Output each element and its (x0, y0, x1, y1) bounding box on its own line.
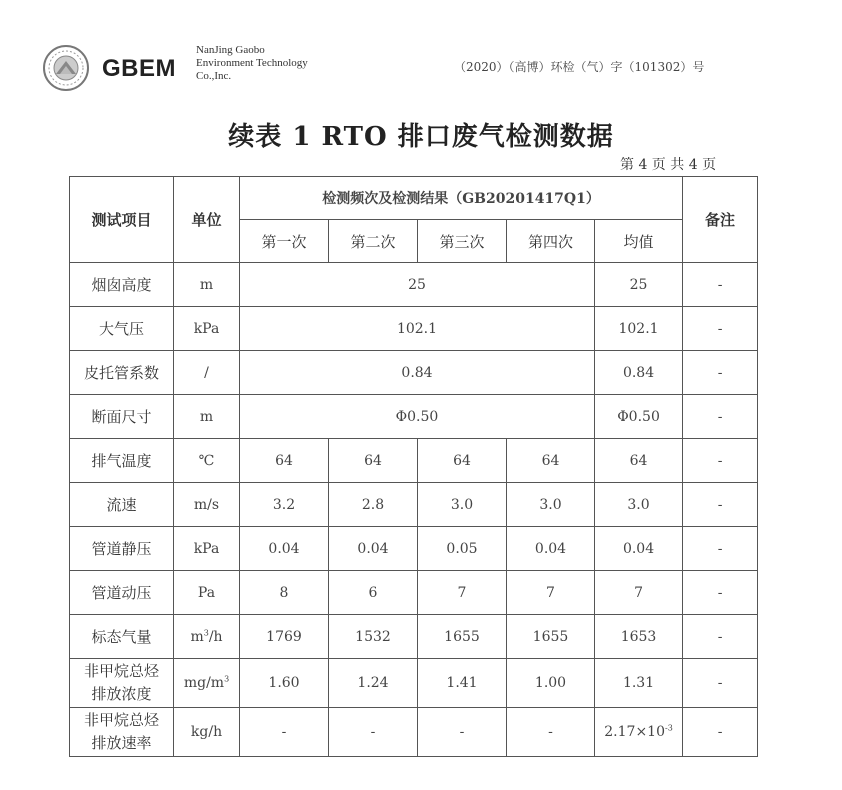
row-label: 排气温度 (70, 439, 174, 483)
merged-value-cell: Φ0.50 (240, 395, 595, 439)
row-label: 非甲烷总烃 排放速率 (70, 708, 174, 757)
table-header-row (70, 177, 758, 220)
value-cell: - (240, 708, 329, 757)
data-table (69, 176, 758, 757)
row-label: 标态气量 (70, 615, 174, 659)
row-label: 管道静压 (70, 527, 174, 571)
average-cell: 0.04 (595, 527, 683, 571)
value-cell: 1532 (329, 615, 418, 659)
table-row (70, 263, 758, 307)
average-cell: 102.1 (595, 307, 683, 351)
remark-cell: - (683, 659, 758, 708)
row-label: 流速 (70, 483, 174, 527)
value-cell: - (507, 708, 595, 757)
gbem-seal-logo-icon (42, 44, 90, 92)
row-label: 断面尺寸 (70, 395, 174, 439)
value-cell: 1.24 (329, 659, 418, 708)
merged-value-cell: 102.1 (240, 307, 595, 351)
col-header-run-2: 第二次 (329, 220, 418, 263)
value-cell: 0.04 (329, 527, 418, 571)
average-cell: 64 (595, 439, 683, 483)
average-cell: 1.31 (595, 659, 683, 708)
table-row (70, 527, 758, 571)
page-title: 续表 1 RTO 排口废气检测数据 (228, 122, 614, 152)
average-cell: 3.0 (595, 483, 683, 527)
remark-cell: - (683, 351, 758, 395)
value-cell: 1.00 (507, 659, 595, 708)
value-cell: 6 (329, 571, 418, 615)
value-cell: 2.8 (329, 483, 418, 527)
value-cell: 1769 (240, 615, 329, 659)
table-row (70, 483, 758, 527)
remark-cell: - (683, 483, 758, 527)
row-label: 大气压 (70, 307, 174, 351)
remark-cell: - (683, 708, 758, 757)
document-number: （2020）（高博）环检（气）字（101302）号 (454, 60, 705, 74)
col-header-item: 测试项目 (70, 177, 174, 263)
row-label: 皮托管系数 (70, 351, 174, 395)
company-name: NanJing Gaobo Environment Technology Co.,Inc. (196, 44, 308, 82)
value-cell: 64 (329, 439, 418, 483)
unit-cell: $m^3/h$ (174, 615, 240, 659)
col-header-results-group: 检测频次及检测结果（GB20201417Q1） (240, 177, 683, 220)
unit-cell: / (174, 351, 240, 395)
value-cell: 3.0 (418, 483, 507, 527)
remark-cell: - (683, 615, 758, 659)
value-cell: 0.05 (418, 527, 507, 571)
value-cell: 3.0 (507, 483, 595, 527)
remark-cell: - (683, 263, 758, 307)
col-header-remark: 备注 (683, 177, 758, 263)
value-cell: 0.04 (507, 527, 595, 571)
remark-cell: - (683, 439, 758, 483)
page-header (0, 0, 842, 100)
table-row (70, 708, 758, 757)
value-cell: - (329, 708, 418, 757)
value-cell: 64 (507, 439, 595, 483)
value-cell: 64 (240, 439, 329, 483)
value-cell: 3.2 (240, 483, 329, 527)
value-cell: 1.60 (240, 659, 329, 708)
value-cell: - (418, 708, 507, 757)
table-row (70, 395, 758, 439)
table-row (70, 615, 758, 659)
col-header-unit: 单位 (174, 177, 240, 263)
table-row (70, 351, 758, 395)
page-number: 第 4 页 共 4 页 (620, 157, 717, 173)
value-cell: 7 (418, 571, 507, 615)
value-cell: 64 (418, 439, 507, 483)
unit-cell: $mg/m^3$ (174, 659, 240, 708)
remark-cell: - (683, 527, 758, 571)
unit-cell: kPa (174, 527, 240, 571)
col-header-average: 均值 (595, 220, 683, 263)
merged-value-cell: 25 (240, 263, 595, 307)
value-cell: 1.41 (418, 659, 507, 708)
col-header-run-1: 第一次 (240, 220, 329, 263)
col-header-run-3: 第三次 (418, 220, 507, 263)
average-cell: $2.17\times 10^{-3}$ (595, 708, 683, 757)
average-cell: 0.84 (595, 351, 683, 395)
row-label: 非甲烷总烃 排放浓度 (70, 659, 174, 708)
average-cell: 25 (595, 263, 683, 307)
row-label: 烟囱高度 (70, 263, 174, 307)
unit-cell: m (174, 395, 240, 439)
row-label: 管道动压 (70, 571, 174, 615)
table-row (70, 571, 758, 615)
table-row (70, 307, 758, 351)
unit-cell: kg/h (174, 708, 240, 757)
brand-name: GBEM (102, 55, 176, 82)
value-cell: 1655 (418, 615, 507, 659)
value-cell: 7 (507, 571, 595, 615)
value-cell: 0.04 (240, 527, 329, 571)
unit-cell: Pa (174, 571, 240, 615)
unit-cell: m/s (174, 483, 240, 527)
unit-cell: ℃ (174, 439, 240, 483)
value-cell: 1655 (507, 615, 595, 659)
value-cell: 8 (240, 571, 329, 615)
average-cell: Φ0.50 (595, 395, 683, 439)
col-header-run-4: 第四次 (507, 220, 595, 263)
average-cell: 1653 (595, 615, 683, 659)
remark-cell: - (683, 307, 758, 351)
unit-cell: kPa (174, 307, 240, 351)
merged-value-cell: 0.84 (240, 351, 595, 395)
unit-cell: m (174, 263, 240, 307)
table-row (70, 439, 758, 483)
remark-cell: - (683, 395, 758, 439)
average-cell: 7 (595, 571, 683, 615)
remark-cell: - (683, 571, 758, 615)
table-row (70, 659, 758, 708)
